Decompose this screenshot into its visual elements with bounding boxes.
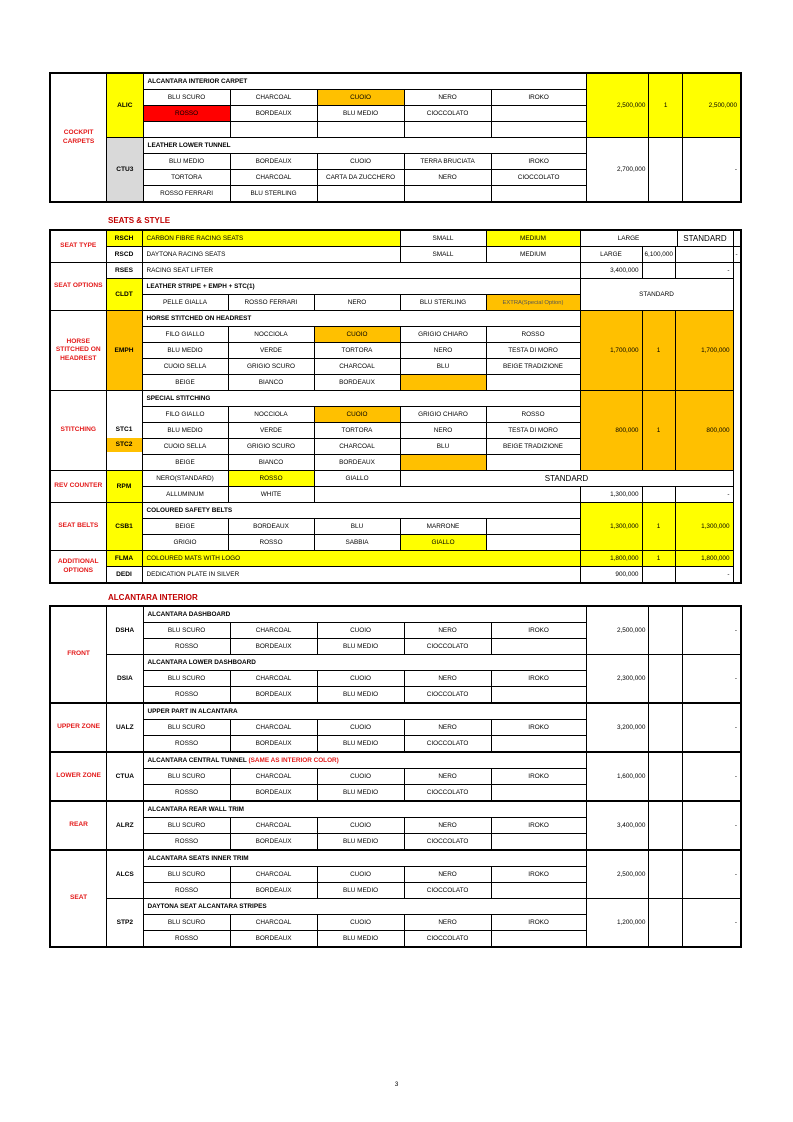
color-option[interactable]: ROSSO xyxy=(143,785,230,802)
color-option[interactable]: BORDEAUX xyxy=(230,883,317,899)
qty-dedi xyxy=(642,567,675,584)
color-option[interactable]: CUOIO xyxy=(317,623,404,639)
code-stc xyxy=(106,391,142,471)
category-seat-options: SEAT OPTIONS xyxy=(50,263,106,311)
thread-option[interactable]: BLU MEDIO xyxy=(142,343,228,359)
qty-dsha xyxy=(649,606,682,655)
color-option[interactable]: BLU MEDIO xyxy=(317,736,404,753)
thread-option[interactable]: BIANCO xyxy=(228,455,314,471)
price-flma: 1,800,000 xyxy=(580,551,642,567)
thread-option[interactable]: ROSSO xyxy=(486,327,580,343)
qty-rscd xyxy=(675,247,733,263)
empty-cell xyxy=(404,122,491,138)
empty-cell xyxy=(486,455,580,471)
color-option[interactable]: IROKO xyxy=(491,720,586,736)
stripe-option[interactable]: ROSSO FERRARI xyxy=(228,295,314,311)
code-emph: EMPH xyxy=(106,311,142,391)
empty-cell xyxy=(486,375,580,391)
title-ctu3: LEATHER LOWER TUNNEL xyxy=(143,138,586,154)
title-ctua xyxy=(143,752,586,769)
color-option[interactable]: CIOCCOLATO xyxy=(404,687,491,704)
stripe-option[interactable]: NERO xyxy=(314,295,400,311)
alcantara-interior-table xyxy=(49,605,742,948)
color-option[interactable]: CUOIO xyxy=(317,154,404,170)
color-option[interactable]: TORTORA xyxy=(143,170,230,186)
price-rses: 3,400,000 xyxy=(580,263,642,279)
code-alcs: ALCS xyxy=(107,850,143,899)
color-option[interactable]: IROKO xyxy=(491,671,586,687)
color-option[interactable]: BORDEAUX xyxy=(230,687,317,704)
color-option[interactable]: CIOCCOLATO xyxy=(491,170,586,186)
title-dsha: ALCANTARA DASHBOARD xyxy=(143,606,586,623)
belt-option[interactable]: BEIGE xyxy=(142,519,228,535)
price-rscd: 6,100,000 xyxy=(642,247,675,263)
title-stitching: SPECIAL STITCHING xyxy=(142,391,580,407)
size-large[interactable]: LARGE xyxy=(580,247,642,263)
total-flma: 1,800,000 xyxy=(675,551,733,567)
thread-option[interactable]: TESTA DI MORO xyxy=(486,423,580,439)
label-rscd: DAYTONA RACING SEATS xyxy=(142,247,400,263)
thread-option[interactable]: GRIGIO SCURO xyxy=(228,359,314,375)
price-emph: 1,700,000 xyxy=(580,311,642,391)
color-option[interactable]: BLU MEDIO xyxy=(143,154,230,170)
qty-alic: 1 xyxy=(649,73,682,138)
code-dedi: DEDI xyxy=(106,567,142,584)
color-option-selected[interactable]: CUOIO xyxy=(317,90,404,106)
color-option[interactable]: BLU SCURO xyxy=(143,623,230,639)
qty-rses xyxy=(642,263,675,279)
color-option[interactable]: CHARCOAL xyxy=(230,671,317,687)
qty-alcs xyxy=(649,850,682,899)
color-option[interactable]: BLU SCURO xyxy=(143,90,230,106)
color-option[interactable]: ROSSO xyxy=(143,736,230,753)
price-rpm: 1,300,000 xyxy=(580,487,642,503)
color-option[interactable]: CUOIO xyxy=(317,915,404,931)
color-option[interactable]: IROKO xyxy=(491,90,586,106)
color-option[interactable]: CIOCCOLATO xyxy=(404,736,491,753)
total-ualz: - xyxy=(682,703,741,752)
category-rev-counter: REV COUNTER xyxy=(50,471,106,503)
title-cldt: LEATHER STRIPE + EMPH + STC(1) xyxy=(142,279,580,295)
color-option[interactable]: BLU STERLING xyxy=(230,186,317,203)
empty-cell xyxy=(491,883,586,899)
color-option[interactable]: IROKO xyxy=(491,154,586,170)
qty-ctua xyxy=(649,752,682,801)
stripe-option[interactable]: BLU STERLING xyxy=(400,295,486,311)
color-option[interactable]: CUOIO xyxy=(317,720,404,736)
code-ctu3: CTU3 xyxy=(107,138,143,203)
thread-option[interactable]: CUOIO SELLA xyxy=(142,359,228,375)
thread-option[interactable]: VERDE xyxy=(228,423,314,439)
color-option[interactable]: NERO xyxy=(404,90,491,106)
color-option[interactable]: CHARCOAL xyxy=(230,623,317,639)
color-option[interactable]: NERO xyxy=(404,671,491,687)
rpm-option[interactable]: GIALLO xyxy=(314,471,400,487)
size-medium-selected[interactable]: MEDIUM xyxy=(486,230,580,247)
color-option[interactable]: BLU SCURO xyxy=(143,915,230,931)
color-option[interactable]: CIOCCOLATO xyxy=(404,834,491,851)
thread-option[interactable]: BLU xyxy=(400,359,486,375)
color-option[interactable]: CARTA DA ZUCCHERO xyxy=(317,170,404,186)
code-dsia: DSIA xyxy=(107,655,143,704)
empty-cell xyxy=(230,122,317,138)
title-ctua-note: (SAME AS INTERIOR COLOR) xyxy=(248,757,339,764)
qty-rpm xyxy=(642,487,675,503)
code-stc1: STC1 xyxy=(115,426,133,433)
color-option[interactable]: CIOCCOLATO xyxy=(404,931,491,948)
category-seat-belts: SEAT BELTS xyxy=(50,503,106,551)
code-csb1: CSB1 xyxy=(106,503,142,551)
code-rsch: RSCH xyxy=(106,230,142,247)
belt-option[interactable]: ROSSO xyxy=(228,535,314,551)
thread-option[interactable]: TORTORA xyxy=(314,343,400,359)
color-option[interactable]: CHARCOAL xyxy=(230,90,317,106)
title-emph: HORSE STITCHED ON HEADREST xyxy=(142,311,580,327)
thread-option[interactable]: NOCCIOLA xyxy=(228,407,314,423)
code-alrz: ALRZ xyxy=(107,801,143,850)
title-ualz: UPPER PART IN ALCANTARA xyxy=(143,703,586,720)
category-lower-zone: LOWER ZONE xyxy=(50,752,107,801)
color-option[interactable]: BORDEAUX xyxy=(230,736,317,753)
title-alrz: ALCANTARA REAR WALL TRIM xyxy=(143,801,586,818)
qty-flma: 1 xyxy=(642,551,675,567)
empty-cell xyxy=(491,639,586,655)
qty-ualz xyxy=(649,703,682,752)
color-option[interactable]: NERO xyxy=(404,170,491,186)
title-csb1: COLOURED SAFETY BELTS xyxy=(142,503,580,519)
color-option[interactable]: BORDEAUX xyxy=(230,154,317,170)
price-dsia: 2,300,000 xyxy=(586,655,649,704)
total-stitching: 800,000 xyxy=(675,391,733,471)
color-option[interactable]: ROSSO xyxy=(143,931,230,948)
color-option[interactable]: BLU SCURO xyxy=(143,867,230,883)
qty-alrz xyxy=(649,801,682,850)
empty-cell xyxy=(491,931,586,948)
thread-option[interactable]: BEIGE TRADIZIONE xyxy=(486,439,580,455)
category-upper-zone: UPPER ZONE xyxy=(50,703,107,752)
code-ctua: CTUA xyxy=(107,752,143,801)
code-rpm: RPM xyxy=(106,471,142,503)
price-ualz: 3,200,000 xyxy=(586,703,649,752)
qty-stitching: 1 xyxy=(642,391,675,471)
empty-cell xyxy=(491,785,586,802)
category-horse-stitched: HORSE STITCHED ON HEADREST xyxy=(50,311,106,391)
thread-option[interactable]: BEIGE xyxy=(142,455,228,471)
stripe-option-extra[interactable]: EXTRA(Special Option) xyxy=(486,295,580,311)
thread-option[interactable]: CHARCOAL xyxy=(314,439,400,455)
color-option[interactable]: IROKO xyxy=(491,867,586,883)
category-rear: REAR xyxy=(50,801,107,850)
price-stitching: 800,000 xyxy=(580,391,642,471)
color-option[interactable]: BLU SCURO xyxy=(143,671,230,687)
label-dedi: DEDICATION PLATE IN SILVER xyxy=(142,567,580,584)
empty-cell xyxy=(491,186,586,203)
cockpit-carpets-table xyxy=(49,72,742,203)
total-rpm: - xyxy=(675,487,733,503)
empty-cell xyxy=(404,186,491,203)
size-large[interactable]: LARGE xyxy=(581,231,678,246)
color-option[interactable]: BLU MEDIO xyxy=(317,687,404,704)
color-option[interactable]: ROSSO xyxy=(143,834,230,851)
thread-option[interactable]: TORTORA xyxy=(314,423,400,439)
color-option[interactable]: CHARCOAL xyxy=(230,170,317,186)
thread-option[interactable]: CUOIO SELLA xyxy=(142,439,228,455)
color-option[interactable] xyxy=(491,106,586,122)
color-option[interactable]: NERO xyxy=(404,720,491,736)
qty-emph: 1 xyxy=(642,311,675,391)
empty-cell xyxy=(491,736,586,753)
color-option[interactable]: CHARCOAL xyxy=(230,720,317,736)
thread-option[interactable]: BLU xyxy=(400,439,486,455)
price-dedi: 900,000 xyxy=(580,567,642,584)
seats-style-table xyxy=(49,229,742,584)
stripe-option[interactable]: PELLE GIALLA xyxy=(142,295,228,311)
standard-cldt: STANDARD xyxy=(580,279,733,311)
standard-label xyxy=(580,230,733,247)
section-title-seats: SEATS & STYLE xyxy=(108,216,171,225)
color-option[interactable]: ROSSO xyxy=(143,639,230,655)
thread-option[interactable]: FILO GIALLO xyxy=(142,327,228,343)
category-stitching: STITCHING xyxy=(50,391,106,471)
color-option[interactable]: CUOIO xyxy=(317,867,404,883)
label-rsch: CARBON FIBRE RACING SEATS xyxy=(142,230,400,247)
thread-option[interactable]: VERDE xyxy=(228,343,314,359)
total-rses: - xyxy=(675,263,733,279)
color-option[interactable]: CHARCOAL xyxy=(230,818,317,834)
price-stp2: 1,200,000 xyxy=(586,899,649,948)
color-option[interactable]: CUOIO xyxy=(317,671,404,687)
thread-option[interactable]: BEIGE TRADIZIONE xyxy=(486,359,580,375)
color-option[interactable]: CIOCCOLATO xyxy=(404,639,491,655)
title-stp2: DAYTONA SEAT ALCANTARA STRIPES xyxy=(143,899,586,915)
color-option[interactable]: BORDEAUX xyxy=(230,834,317,851)
thread-option[interactable]: NERO xyxy=(400,343,486,359)
thread-option[interactable]: NERO xyxy=(400,423,486,439)
color-option[interactable]: NERO xyxy=(404,623,491,639)
thread-option[interactable]: BIANCO xyxy=(228,375,314,391)
belt-option[interactable]: SABBIA xyxy=(314,535,400,551)
empty-cell xyxy=(486,519,580,535)
thread-option-selected[interactable]: CUOIO xyxy=(314,327,400,343)
thread-option[interactable]: BEIGE xyxy=(142,375,228,391)
belt-option[interactable]: GRIGIO xyxy=(142,535,228,551)
label-rses: RACING SEAT LIFTER xyxy=(142,263,580,279)
empty-cell xyxy=(317,186,404,203)
color-option[interactable]: ROSSO xyxy=(143,883,230,899)
qty-dsia xyxy=(649,655,682,704)
standard-rpm: STANDARD xyxy=(400,471,733,487)
color-option-selected[interactable]: ROSSO xyxy=(143,106,230,122)
color-option[interactable]: TERRA BRUCIATA xyxy=(404,154,491,170)
color-option[interactable]: NERO xyxy=(404,915,491,931)
belt-option[interactable]: BORDEAUX xyxy=(228,519,314,535)
price-alrz: 3,400,000 xyxy=(586,801,649,850)
title-alcs: ALCANTARA SEATS INNER TRIM xyxy=(143,850,586,867)
code-ualz: UALZ xyxy=(107,703,143,752)
color-option[interactable]: BLU SCURO xyxy=(143,818,230,834)
thread-option[interactable]: FILO GIALLO xyxy=(142,407,228,423)
code-rses: RSES xyxy=(106,263,142,279)
thread-option[interactable]: GRIGIO CHIARO xyxy=(400,327,486,343)
color-option[interactable]: BLU MEDIO xyxy=(317,931,404,948)
color-option[interactable]: NERO xyxy=(404,818,491,834)
color-option[interactable]: ROSSO xyxy=(143,687,230,704)
category-front: FRONT xyxy=(50,606,107,703)
belt-option[interactable]: MARRONE xyxy=(400,519,486,535)
thread-option[interactable]: NOCCIOLA xyxy=(228,327,314,343)
standard-text: STANDARD xyxy=(683,234,727,243)
color-option[interactable]: CIOCCOLATO xyxy=(404,106,491,122)
rpm-option-selected[interactable]: ROSSO xyxy=(228,471,314,487)
color-option[interactable]: IROKO xyxy=(491,818,586,834)
code-flma: FLMA xyxy=(106,551,142,567)
color-option[interactable]: NERO xyxy=(404,867,491,883)
total-emph: 1,700,000 xyxy=(675,311,733,391)
section-title-alcantara: ALCANTARA INTERIOR xyxy=(108,593,198,602)
rpm-option[interactable]: WHITE xyxy=(228,487,314,503)
thread-option[interactable]: TESTA DI MORO xyxy=(486,343,580,359)
empty-cell xyxy=(491,122,586,138)
code-stp2: STP2 xyxy=(107,899,143,948)
color-option[interactable]: CUOIO xyxy=(317,769,404,785)
color-option[interactable]: BORDEAUX xyxy=(230,106,317,122)
category-seat-type: SEAT TYPE xyxy=(50,230,106,263)
color-option[interactable]: IROKO xyxy=(491,769,586,785)
price-ctu3: 2,700,000 xyxy=(586,138,649,203)
color-option[interactable]: BLU MEDIO xyxy=(317,639,404,655)
color-option[interactable]: IROKO xyxy=(491,623,586,639)
color-option[interactable]: NERO xyxy=(404,769,491,785)
price-csb1: 1,300,000 xyxy=(580,503,642,551)
empty-cell xyxy=(486,535,580,551)
code-stc2: STC2 xyxy=(107,438,142,452)
price-alcs: 2,500,000 xyxy=(586,850,649,899)
category-additional-options: ADDITIONAL OPTIONS xyxy=(50,551,106,584)
color-option[interactable]: BLU SCURO xyxy=(143,720,230,736)
thread-option[interactable]: BORDEAUX xyxy=(314,455,400,471)
color-option[interactable]: BLU MEDIO xyxy=(317,785,404,802)
total-dsha: - xyxy=(682,606,741,655)
total-rscd: - xyxy=(733,247,741,263)
label-flma: COLOURED MATS WITH LOGO xyxy=(142,551,580,567)
color-option[interactable]: CIOCCOLATO xyxy=(404,883,491,899)
color-option[interactable]: BORDEAUX xyxy=(230,639,317,655)
thread-option[interactable]: BLU MEDIO xyxy=(142,423,228,439)
color-option[interactable]: BLU MEDIO xyxy=(317,834,404,851)
total-ctu3: - xyxy=(682,138,741,203)
size-small[interactable]: SMALL xyxy=(400,247,486,263)
qty-stp2 xyxy=(649,899,682,948)
price-dsha: 2,500,000 xyxy=(586,606,649,655)
color-option[interactable]: CUOIO xyxy=(317,818,404,834)
color-option[interactable]: BORDEAUX xyxy=(230,931,317,948)
empty-cell xyxy=(491,687,586,704)
code-dsha: DSHA xyxy=(107,606,143,655)
thread-option[interactable]: BORDEAUX xyxy=(314,375,400,391)
size-medium[interactable]: MEDIUM xyxy=(486,247,580,263)
code-rscd: RSCD xyxy=(106,247,142,263)
total-stp2: - xyxy=(682,899,741,948)
color-option[interactable]: BLU MEDIO xyxy=(317,106,404,122)
category-cockpit-carpets: COCKPIT CARPETS xyxy=(50,73,107,202)
total-csb1: 1,300,000 xyxy=(675,503,733,551)
empty-cell xyxy=(143,122,230,138)
thread-option[interactable]: GRIGIO CHIARO xyxy=(400,407,486,423)
empty-cell xyxy=(317,122,404,138)
title-alic: ALCANTARA INTERIOR CARPET xyxy=(143,73,586,90)
price-alic: 2,500,000 xyxy=(586,73,649,138)
qty-csb1: 1 xyxy=(642,503,675,551)
thread-option-selected[interactable]: CUOIO xyxy=(314,407,400,423)
color-option[interactable]: ROSSO FERRARI xyxy=(143,186,230,203)
empty-cell xyxy=(314,487,580,503)
color-option[interactable]: BORDEAUX xyxy=(230,785,317,802)
size-small[interactable]: SMALL xyxy=(400,230,486,247)
rpm-option[interactable]: ALLUMINUM xyxy=(142,487,228,503)
empty-cell-highlight xyxy=(400,375,486,391)
thread-option[interactable]: GRIGIO SCURO xyxy=(228,439,314,455)
color-option[interactable]: BLU MEDIO xyxy=(317,883,404,899)
total-dsia: - xyxy=(682,655,741,704)
total-dedi: - xyxy=(675,567,733,584)
rpm-option[interactable]: NERO(STANDARD) xyxy=(142,471,228,487)
thread-option[interactable]: CHARCOAL xyxy=(314,359,400,375)
total-ctua: - xyxy=(682,752,741,801)
price-ctua: 1,600,000 xyxy=(586,752,649,801)
color-option[interactable]: CIOCCOLATO xyxy=(404,785,491,802)
color-option[interactable]: CHARCOAL xyxy=(230,769,317,785)
color-option[interactable]: CHARCOAL xyxy=(230,915,317,931)
belt-option[interactable]: BLU xyxy=(314,519,400,535)
empty-cell-highlight xyxy=(400,455,486,471)
code-cldt: CLDT xyxy=(106,279,142,311)
thread-option[interactable]: ROSSO xyxy=(486,407,580,423)
color-option[interactable]: BLU SCURO xyxy=(143,769,230,785)
color-option[interactable]: IROKO xyxy=(491,915,586,931)
page-number: 3 xyxy=(394,1081,399,1088)
total-alcs: - xyxy=(682,850,741,899)
title-ctua-text: ALCANTARA CENTRAL TUNNEL xyxy=(147,757,247,764)
color-option[interactable]: CHARCOAL xyxy=(230,867,317,883)
total-alrz: - xyxy=(682,801,741,850)
total-alic: 2,500,000 xyxy=(682,73,741,138)
code-alic: ALIC xyxy=(107,73,143,138)
empty-cell xyxy=(491,834,586,851)
belt-option-selected[interactable]: GIALLO xyxy=(400,535,486,551)
qty-ctu3 xyxy=(649,138,682,203)
title-dsia: ALCANTARA LOWER DASHBOARD xyxy=(143,655,586,671)
category-seat: SEAT xyxy=(50,850,107,947)
